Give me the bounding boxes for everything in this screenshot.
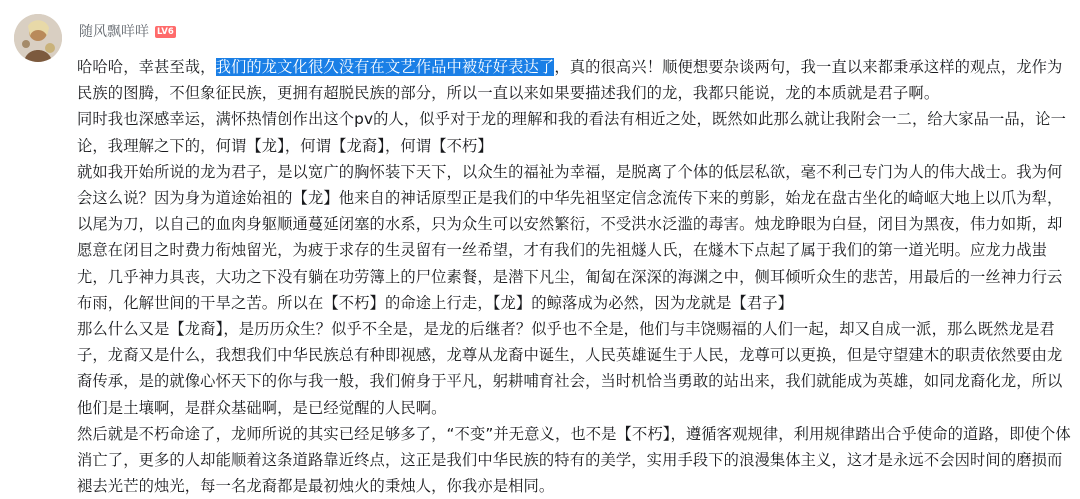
paragraph-text: 哈哈哈，幸甚至哉， (77, 58, 216, 76)
selected-text-highlight[interactable]: 我们的龙文化很久没有在文艺作品中被好好表达了 (215, 58, 555, 76)
comment-paragraph-2: 同时我也深感幸运，满怀热情创作出这个pv的人，似乎对于龙的理解和我的看法有相近之处，既然如此那么就让我附会一二，给大家品一品，论一论，我理解之下的，何谓【龙】，何谓【龙裔】，何谓【不朽】 (77, 110, 1066, 155)
avatar-image-icon (14, 14, 62, 62)
comment-paragraph-1 (77, 54, 1073, 106)
comment-paragraph-3: 就如我开始所说的龙为君子，是以宽广的胸怀装下天下，以众生的福祉为幸福，是脱离了个体的低层私欲，毫不利己专门为人的伟大战士。我为何会这么说？因为身为道途始祖的【龙】他来自的神话原型正是我们的中华先祖坚定信念流传下来的剪影，始龙在盘古坐化的崎岖大地上以爪为犁，以尾为刀，以自己的血肉身躯顺通蔓延闭塞的水系，只为众生可以安然繁衍，不受洪水泛滥的毒害。烛龙睁眼为白昼，闭目为黑夜，伟力如斯，却愿意在闭目之时费力衔烛留光，为疲于求存的生灵留有一丝希望，才有我们的先祖燧人氏，在燧木下点起了属于我们的第一道光明。应龙力战蚩尤，几乎神力具丧，大功之下没有躺在功劳簿上的尸位素餐，是潜下凡尘，匍匐在深深的海渊之中，侧耳倾听众生的悲苦，用最后的一丝神力行云布雨，化解世间的干旱之苦。所以在【不朽】的命途上行走，【龙】的鲸落成为必然，因为龙就是【君子】 (77, 162, 1063, 312)
comment-content (77, 54, 1073, 499)
paragraph-text: ，真的很高兴！顺便想要杂谈两句，我一直以来都秉承这样的观点，龙作为民族的图腾，不但象征民族，更拥有超脱民族的部分，所以一直以来如果要描述我们的龙，我都只能说，龙的本质就是君子啊。 (77, 58, 1063, 103)
comment-paragraph-4: 那么什么又是【龙裔】，是历历众生？似乎不全是，是龙的后继者？似乎也不全是，他们与丰饶赐福的人们一起，却又自成一派，那么既然龙是君子，龙裔又是什么，我想我们中华民族总有种即视感，龙尊从龙裔中诞生，人民英雄诞生于人民，龙尊可以更换，但是守望建木的职责依然要由龙裔传承，是的就像心怀天下的你与我一般，我们俯身于平凡，躬耕哺育社会，当时机恰当勇敢的站出来，我们就能成为英雄，如同龙裔化龙，所以他们是土壤啊，是群众基础啊，是已经觉醒的人民啊。 (77, 320, 1063, 417)
avatar[interactable] (14, 14, 62, 62)
user-info-row (79, 22, 176, 42)
comment-paragraph-5: 然后就是不朽命途了，龙师所说的其实已经足够多了，“不变”并无意义，也不是【不朽】，遵循客观规律，利用规律踏出合乎使命的道路，即使个体消亡了，更多的人却能顺着这条道路靠近终点，这正是我们中华民族的特有的美学，实用手段下的浪漫集体主义，这才是永远不会因时间的磨损而褪去光芒的烛光，每一名龙裔都是最初烛火的秉烛人，你我亦是相同。 (77, 424, 1071, 496)
level-badge: LV6 (157, 27, 174, 37)
username-link[interactable]: 随风飘咩咩 (79, 24, 149, 40)
